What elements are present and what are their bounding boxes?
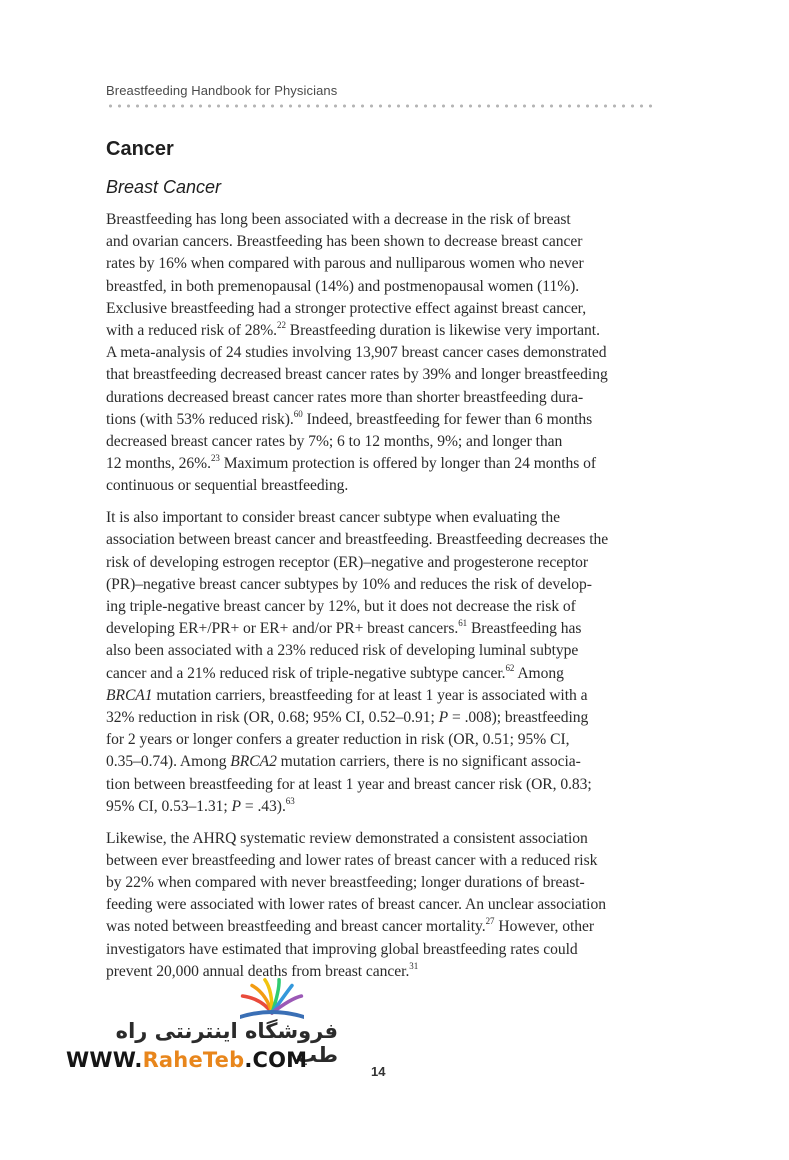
paragraph-1 (106, 209, 654, 498)
text-line (106, 320, 654, 342)
running-head: Breastfeeding Handbook for Physicians (106, 83, 338, 98)
text-line: by 22% when compared with never breastfeeding; longer durations of breast- (106, 874, 585, 892)
text-run: However, other (494, 918, 595, 936)
text-line: continuous or sequential breastfeeding. (106, 477, 349, 495)
p-value-symbol: P (231, 797, 242, 815)
body-text (106, 209, 654, 993)
text-line: A meta-analysis of 24 studies involving 13,907 breast cancer cases demonstrated (106, 344, 607, 362)
text-run: Breastfeeding duration is likewise very important. (285, 322, 600, 340)
gene-name-brca2: BRCA2 (230, 753, 277, 771)
url-prefix: WWW. (66, 1048, 143, 1072)
text-run: with a reduced risk of 28%. (106, 322, 277, 340)
citation-ref: 61 (458, 618, 468, 629)
logo-rays (243, 980, 302, 1013)
text-line: Exclusive breastfeeding had a stronger protective effect against breast cancer, (106, 299, 587, 317)
citation-ref: 27 (485, 916, 495, 927)
text-line: tion between breastfeeding for at least 1 year and breast cancer risk (OR, 0.83; (106, 775, 592, 793)
text-line (106, 916, 654, 938)
paragraph-2 (106, 507, 654, 818)
text-line: durations decreased breast cancer rates more than shorter breastfeeding dura- (106, 388, 584, 406)
text-line: (PR)–negative breast cancer subtypes by 10% and reduces the risk of develop- (106, 575, 592, 593)
citation-ref: 23 (210, 453, 220, 464)
text-line: breastfed, in both premenopausal (14%) and postmenopausal women (11%). (106, 277, 580, 295)
paragraph-3 (106, 828, 654, 983)
text-line: It is also important to consider breast cancer subtype when evaluating the (106, 509, 561, 527)
citation-ref: 31 (409, 960, 419, 971)
text-run: was noted between breastfeeding and breast cancer mortality. (106, 918, 486, 936)
text-line: that breastfeeding decreased breast cancer rates by 39% and longer breastfeeding (106, 366, 608, 384)
text-line: investigators have estimated that improving global breastfeeding rates could (106, 940, 578, 958)
watermark-url (66, 1048, 307, 1072)
text-line: for 2 years or longer confers a greater reduction in risk (OR, 0.51; 95% CI, (106, 731, 570, 749)
text-run: prevent 20,000 annual deaths from breast cancer. (106, 962, 410, 980)
text-line (106, 685, 654, 707)
text-run: Breastfeeding has (467, 620, 582, 638)
text-run: developing ER+/PR+ or ER+ and/or PR+ breast cancers. (106, 620, 459, 638)
text-line (106, 663, 654, 685)
text-line: and ovarian cancers. Breastfeeding has been shown to decrease breast cancer (106, 233, 583, 251)
p-value-symbol: P (438, 709, 449, 727)
text-run: = .008); breastfeeding (448, 709, 589, 727)
text-run: = .43). (241, 797, 286, 815)
text-run: cancer and a 21% reduced risk of triple-negative subtype cancer. (106, 664, 506, 682)
text-line: between ever breastfeeding and lower rates of breast cancer with a reduced risk (106, 851, 598, 869)
text-run: mutation carriers, breastfeeding for at least 1 year is associated with a (152, 686, 588, 704)
text-line: also been associated with a 23% reduced risk of developing luminal subtype (106, 642, 579, 660)
citation-ref: 60 (293, 408, 303, 419)
text-line (106, 409, 654, 431)
gene-name-brca1: BRCA1 (106, 686, 153, 704)
subsection-title: Breast Cancer (106, 177, 222, 197)
text-line: Likewise, the AHRQ systematic review demonstrated a consistent association (106, 829, 588, 847)
citation-ref: 62 (505, 662, 515, 673)
text-run: Among (514, 664, 564, 682)
text-line: feeding were associated with lower rates of breast cancer. An unclear association (106, 896, 606, 914)
text-run: 0.35–0.74). Among (106, 753, 231, 771)
text-line: association between breast cancer and breastfeeding. Breastfeeding decreases the (106, 531, 609, 549)
text-line (106, 707, 654, 729)
text-line (106, 796, 654, 818)
citation-ref: 22 (277, 319, 286, 330)
text-run: 32% reduction in risk (OR, 0.68; 95% CI, 0.52–0.91; (106, 709, 439, 727)
url-suffix: .COM (244, 1048, 308, 1072)
text-run: 95% CI, 0.53–1.31; (106, 797, 232, 815)
text-run: 12 months, 26%. (106, 455, 211, 473)
text-run: tions (with 53% reduced risk). (106, 410, 294, 428)
text-line (106, 751, 654, 773)
section-title: Cancer (106, 138, 174, 160)
text-line: risk of developing estrogen receptor (ER)–negative and progesterone receptor (106, 553, 589, 571)
dotted-rule (106, 104, 654, 108)
text-line (106, 618, 654, 640)
text-line: rates by 16% when compared with parous and nulliparous women who never (106, 255, 584, 273)
text-run: Indeed, breastfeeding for fewer than 6 months (302, 410, 593, 428)
url-brand: RaheTeb (142, 1048, 245, 1072)
text-line: Breastfeeding has long been associated with a decrease in the risk of breast (106, 211, 571, 228)
text-run: mutation carriers, there is no significant associa- (276, 753, 581, 771)
citation-ref: 63 (285, 795, 295, 806)
watermark (62, 975, 352, 1085)
text-line (106, 453, 654, 475)
text-line: ing triple-negative breast cancer by 12%, but it does not decrease the risk of (106, 598, 576, 616)
text-run: Maximum protection is offered by longer than 24 months of (219, 455, 597, 473)
text-line: decreased breast cancer rates by 7%; 6 to 12 months, 9%; and longer than (106, 433, 563, 451)
book-logo-icon (232, 975, 312, 1025)
watermark-store-name: فروشگاه اینترنتی راه طب (115, 1019, 338, 1067)
page-number: 14 (371, 1064, 386, 1079)
